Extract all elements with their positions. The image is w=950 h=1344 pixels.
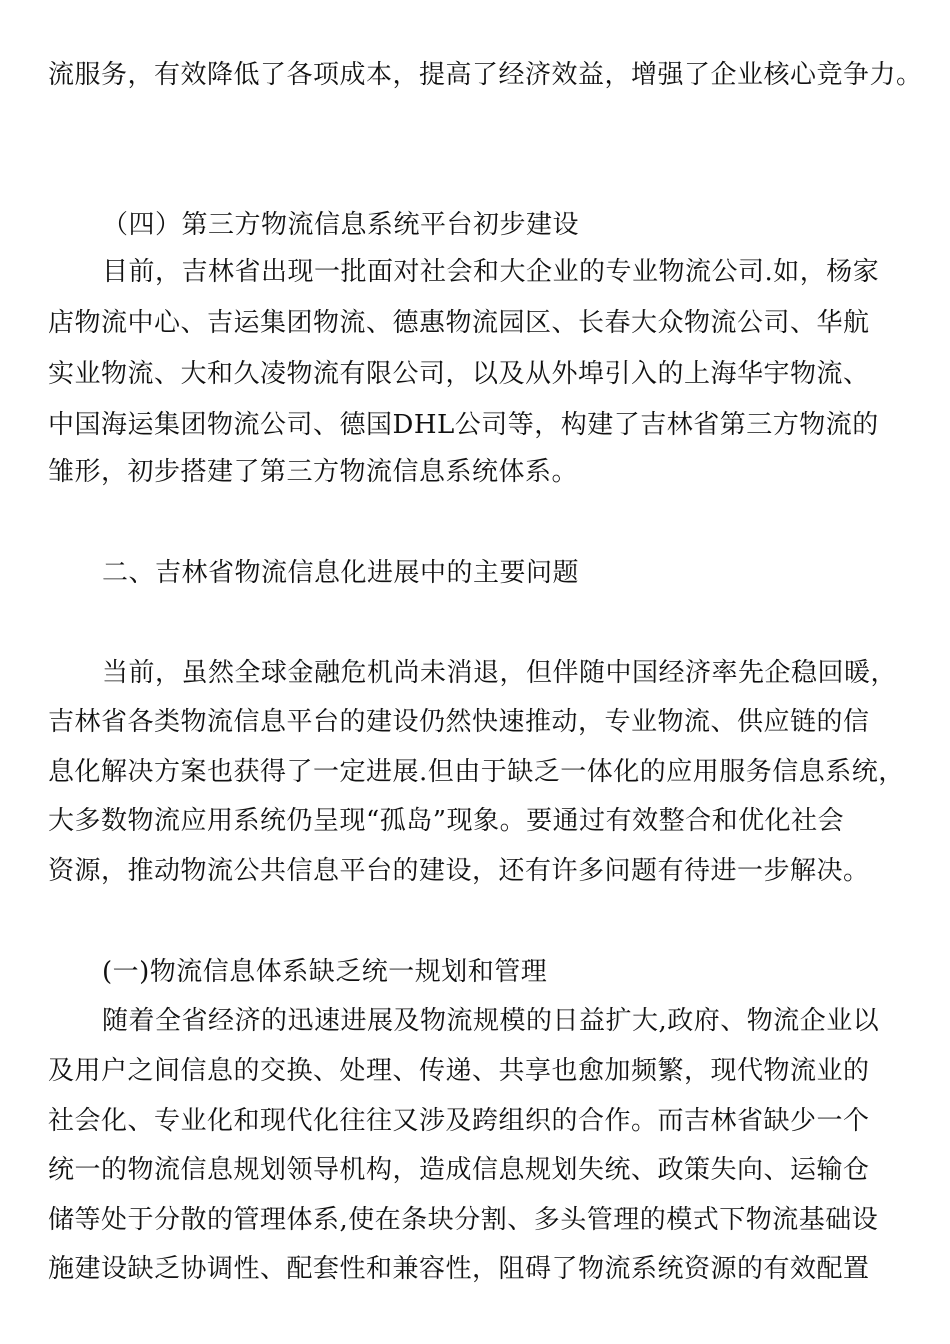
- paragraph-line: 流服务，有效降低了各项成本，提高了经济效益，增强了企业核心竞争力。: [48, 60, 923, 90]
- paragraph-line: 雏形，初步搭建了第三方物流信息系统体系。: [48, 457, 579, 487]
- paragraph-line: 吉林省各类物流信息平台的建设仍然快速推动，专业物流、供应链的信: [48, 707, 870, 737]
- paragraph-line: 社会化、专业化和现代化往往又涉及跨组织的合作。而吉林省缺少一个: [48, 1106, 870, 1136]
- paragraph-line: 店物流中心、吉运集团物流、德惠物流园区、长春大众物流公司、华航: [48, 308, 870, 338]
- paragraph-line: 统一的物流信息规划领导机构，造成信息规划失统、政策失向、运输仓: [48, 1155, 870, 1185]
- paragraph-line: 中国海运集团物流公司、德国DHL公司等，构建了吉林省第三方物流的: [48, 410, 879, 440]
- subsection-heading-one: (一)物流信息体系缺乏统一规划和管理: [102, 957, 548, 987]
- paragraph-line: 及用户之间信息的交换、处理、传递、共享也愈加频繁，现代物流业的: [48, 1056, 870, 1086]
- section-heading-four: （四）第三方物流信息系统平台初步建设: [102, 210, 580, 240]
- paragraph-line: 施建设缺乏协调性、配套性和兼容性，阻碍了物流系统资源的有效配置: [48, 1254, 870, 1284]
- paragraph-line: 资源，推动物流公共信息平台的建设，还有许多问题有待进一步解决。: [48, 856, 870, 886]
- section-heading-two: 二、吉林省物流信息化进展中的主要问题: [102, 558, 580, 588]
- paragraph-line: 当前，虽然全球金融危机尚未消退，但伴随中国经济率先企稳回暖，: [102, 658, 898, 688]
- paragraph-line: 息化解决方案也获得了一定进展.但由于缺乏一体化的应用服务信息系统，: [48, 757, 905, 787]
- paragraph-line: 目前，吉林省出现一批面对社会和大企业的专业物流公司.如，杨家: [102, 257, 880, 287]
- paragraph-line: 实业物流、大和久凌物流有限公司，以及从外埠引入的上海华宇物流、: [48, 359, 870, 389]
- paragraph-line: 大多数物流应用系统仍呈现“孤岛”现象。要通过有效整合和优化社会: [48, 806, 845, 836]
- paragraph-line: 随着全省经济的迅速进展及物流规模的日益扩大,政府、物流企业以: [102, 1006, 880, 1036]
- paragraph-line: 储等处于分散的管理体系,使在条块分割、多头管理的模式下物流基础设: [48, 1205, 879, 1235]
